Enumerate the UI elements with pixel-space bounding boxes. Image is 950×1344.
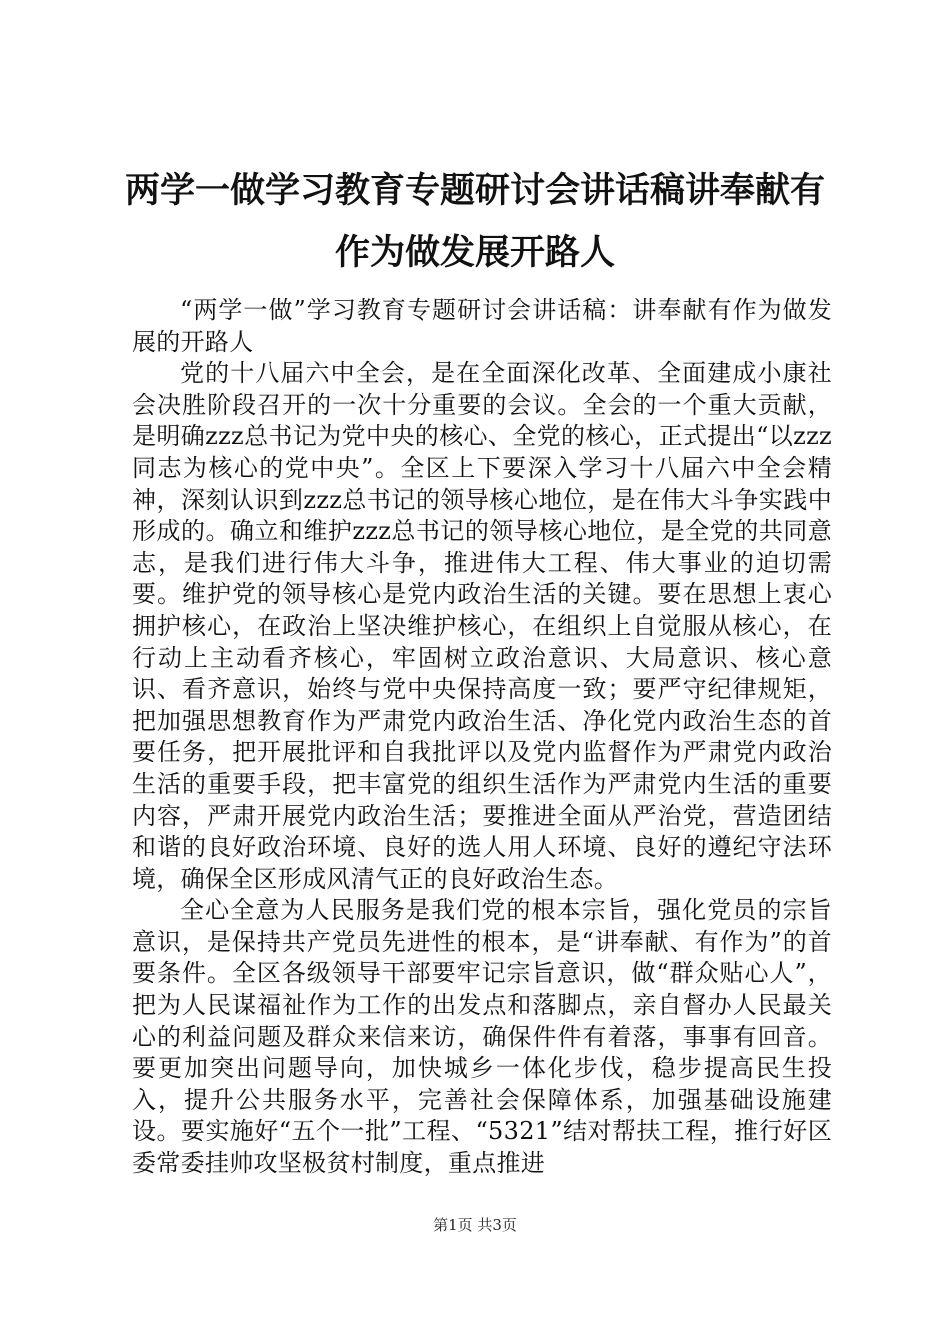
- page-number-footer: 第1页 共3页: [433, 1216, 517, 1234]
- subtitle-paragraph: “两学一做”学习教育专题研讨会讲话稿：讲奉献有作为做发展的开路人: [132, 296, 832, 356]
- document-title: 两学一做学习教育专题研讨会讲话稿讲奉献有作为做发展开路人: [124, 171, 825, 273]
- body-paragraph: 全心全意为人民服务是我们党的根本宗旨，强化党员的宗旨意识，是保持共产党员先进性的根本，是“讲奉献、有作为”的首要条件。全区各级领导干部要牢记宗旨意识，做“群众贴心人”，把为人民谋福祉作为工作的出发点和落脚点，亲自督办人民最关心的利益问题及群众来信来访，确保件件有着落，事事有回音。要更加突出问题导向，加快城乡一体化步伐，稳步提高民生投入，提升公共服务水平，完善社会保障体系，加强基础设施建设。要实施好“五个一批”工程、“5321”结对帮扶工程，推行好区委常委挂帅攻坚极贫村制度，重点推进: [132, 896, 832, 1178]
- document-body: [132, 295, 832, 1180]
- body-paragraph: 党的十八届六中全会，是在全面深化改革、全面建成小康社会决胜阶段召开的一次十分重要的会议。全会的一个重大贡献，是明确zzz总书记为党中央的核心、全党的核心，正式提出“以zzz同志为核心的党中央”。全区上下要深入学习十八届六中全会精神，深刻认识到zzz总书记的领导核心地位，是在伟大斗争实践中形成的。确立和维护zzz总书记的领导核心地位，是全党的共同意志，是我们进行伟大斗争，推进伟大工程、伟大事业的迫切需要。维护党的领导核心是党内政治生活的关键。要在思想上衷心拥护核心，在政治上坚决维护核心，在组织上自觉服从核心，在行动上主动看齐核心，牢固树立政治意识、大局意识、核心意识、看齐意识，始终与党中央保持高度一致；要严守纪律规矩，把加强思想教育作为严肃党内政治生活、净化党内政治生态的首要任务，把开展批评和自我批评以及党内监督作为严肃党内政治生活的重要手段，把丰富党的组织生活作为严肃党内生活的重要内容，严肃开展党内政治生活；要推进全面从严治党，营造团结和谐的良好政治环境、良好的选人用人环境、良好的遵纪守法环境，确保全区形成风清气正的良好政治生态。: [132, 359, 832, 893]
